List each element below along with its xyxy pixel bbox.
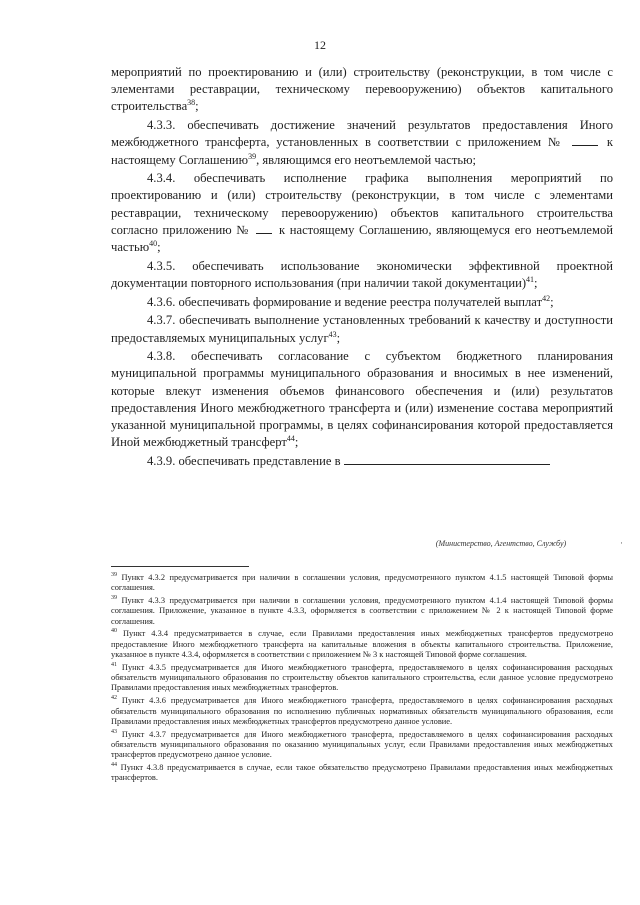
- blank-field: [256, 223, 272, 234]
- paragraph-tail: ;: [157, 240, 161, 255]
- footnote-number: 42: [111, 695, 117, 702]
- footnote-number: 41: [111, 662, 117, 669]
- paragraph-4-3-8: [111, 348, 613, 451]
- paragraph-tail: ;: [336, 330, 341, 345]
- footnote: [111, 730, 613, 761]
- paragraph-4-3-9: [111, 453, 613, 470]
- paragraph-4-3-7: [111, 312, 613, 346]
- footnote: [111, 596, 613, 627]
- footnote-ref: 40: [149, 238, 158, 248]
- paragraph-text: 4.3.4. обеспечивать исполнение графика выполнения мероприятий по проектированию и (или) строительству (реконструкции, в том числе с элементами реставрации, техническому перевооружению) объектов капитального строительства согласно приложению №: [111, 171, 613, 237]
- paragraph-tail: ;: [195, 99, 199, 114]
- paragraph-text: 4.3.3. обеспечивать достижение значений результатов предоставления Иного межбюджетного трансферта, установленных в соответствии с приложением №: [111, 118, 613, 150]
- footnote-text: Пункт 4.3.2 предусматривается при наличии в соглашении условия, предусмотренного пунктом 4.1.5 настоящей Типовой формы соглашения.: [111, 573, 613, 593]
- paragraph-continuation: [111, 64, 613, 116]
- paragraph-4-3-3: [111, 117, 613, 169]
- footnote-ref: 41: [526, 274, 535, 284]
- field-hint: (Министерство, Агентство, Службу): [435, 539, 567, 548]
- page-number: 12: [314, 38, 326, 52]
- margin-mark: ·: [620, 538, 623, 548]
- footnote: [111, 573, 613, 594]
- footnote-ref: 38: [187, 98, 196, 108]
- footnote-text: Пункт 4.3.8 предусматривается в случае, если такое обязательство предусмотрено Правилами предоставления иных межбюджетных трансфертов.: [111, 763, 613, 783]
- footnote-text: Пункт 4.3.7 предусматривается для Иного межбюджетного трансферта, предоставляемого в целях софинансирования расходных обязательств муниципального образования по оказанию муниципальных услуг, если Правилами предоставления иных межбюджетных трансфертов предусмотрено данное условие.: [111, 729, 613, 760]
- paragraph-tail: ;: [534, 275, 538, 290]
- footnote-ref: 42: [542, 293, 551, 303]
- paragraph-text: 4.3.6. обеспечивать формирование и ведение реестра получателей выплат: [147, 294, 543, 309]
- document-body: [111, 64, 613, 472]
- paragraph-text: к настоящему Соглашению, являющемуся его неотъемлемой частью: [111, 222, 614, 255]
- footnotes-section: [111, 573, 613, 786]
- paragraph-text: 4.3.5. обеспечивать использование экономически эффективной проектной документации повторного использования (при наличии такой документации): [111, 258, 613, 290]
- paragraph-text: мероприятий по проектированию и (или) строительству (реконструкции, в том числе с элементами реставрации, техническому перевооружению) объектов капитального строительства: [111, 65, 613, 114]
- footnote-text: Пункт 4.3.3 предусматривается при наличии в соглашении условия, предусмотренного пунктом 4.1.4 настоящей Типовой формы соглашения. Приложение, указанное в пункте 4.3.3, оформляется в соответствии с приложением № 2 к настоящей Типовой форме соглашения.: [111, 596, 613, 626]
- footnote-number: 44: [111, 762, 117, 769]
- footnote: [111, 663, 613, 694]
- footnote-ref: 43: [328, 329, 337, 339]
- footnote-text: Пункт 4.3.4 предусматривается в случае, если Правилами предоставления иных межбюджетных трансфертов предусмотрено предоставление Иного межбюджетного трансферта на капитальные вложения в объекты капитального строительства. Приложение, указанное в пункте 4.3.4, оформляется в соответствии с приложением № 3 к настоящей Типовой форме соглашения.: [111, 629, 614, 660]
- footnote: [111, 763, 613, 784]
- paragraph-text: 4.3.8. обеспечивать согласование с субъектом бюджетного планирования муниципальной программы муниципального образования и вносимых в нее изменений, которые влекут изменения объемов финансового обеспечения и (или) результатов предоставления Иного межбюджетного трансферта и (или) изменение состава мероприятий указанной муниципальной программы, в целях софинансирования которой предоставляется Иной межбюджетный трансферт: [111, 349, 613, 450]
- footnote-ref: 39: [248, 151, 257, 161]
- footnote-text: Пункт 4.3.5 предусматривается для Иного межбюджетного трансферта, предоставляемого в целях софинансирования расходных обязательств муниципального образования по строительству объектов капитального строительства, если данное условие предусмотрено Правилами предоставления иных межбюджетных трансфертов.: [111, 662, 613, 693]
- footnote-divider: [111, 566, 249, 567]
- paragraph-4-3-6: [111, 294, 613, 311]
- paragraph-4-3-4: [111, 170, 613, 256]
- footnote-number: 43: [111, 728, 117, 735]
- blank-line: [344, 453, 550, 465]
- paragraph-tail: , являющимся его неотъемлемой частью;: [256, 152, 477, 167]
- paragraph-4-3-5: [111, 258, 613, 292]
- footnote: [111, 696, 613, 727]
- footnote-text: Пункт 4.3.6 предусматривается для Иного межбюджетного трансферта, предоставляемого в целях софинансирования расходных обязательств муниципального образования по исполнению публичных нормативных обязательств муниципального образования, если Правилами предоставления иных межбюджетных трансфертов предусмотрено данное условие.: [111, 696, 613, 726]
- footnote-number: 39: [111, 595, 117, 602]
- paragraph-text: 4.3.7. обеспечивать выполнение установленных требований к качеству и доступности предоставляемых муниципальных услуг: [111, 313, 613, 345]
- footnote-number: 40: [111, 628, 117, 635]
- paragraph-text: к настоящему Соглашению: [111, 135, 613, 167]
- paragraph-tail: ;: [294, 435, 299, 450]
- paragraph-tail: ;: [550, 294, 554, 309]
- blank-field: [572, 135, 598, 146]
- footnote-number: 39: [111, 572, 117, 579]
- footnote: [111, 629, 613, 660]
- paragraph-text: 4.3.9. обеспечивать представление в: [147, 453, 341, 468]
- footnote-ref: 44: [286, 434, 295, 444]
